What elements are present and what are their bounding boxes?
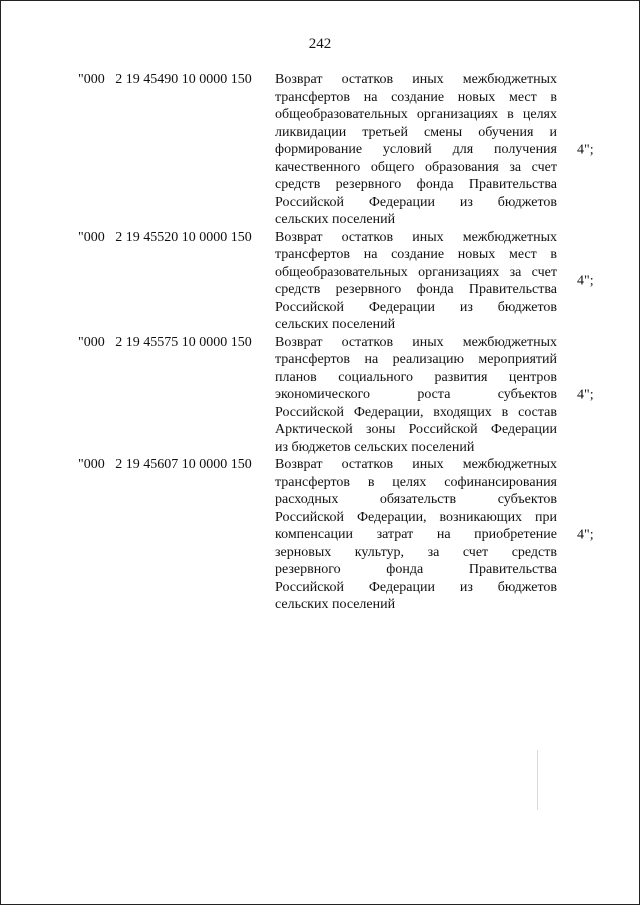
description-line: сельских поселений — [275, 317, 396, 332]
description-line: сельских поселений — [275, 212, 396, 227]
description-line: Возврат остатков иных межбюджетных — [275, 229, 557, 245]
description-line: трансфертов на создание новых мест в — [275, 89, 557, 105]
description-line: Российской Федерации, входящих в состав — [275, 404, 557, 420]
table-row — [0, 456, 640, 614]
table-row — [0, 229, 640, 334]
budget-code: "000 2 19 45520 10 0000 150 — [78, 229, 252, 245]
description-line: Арктической зоны Российской Федерации — [275, 422, 557, 437]
description-line: трансфертов на создание новых мест в — [275, 247, 557, 262]
description-line: Российской Федерации из бюджетов — [275, 299, 557, 315]
description-line: экономического роста субъектов — [275, 387, 557, 402]
row-description — [275, 229, 557, 334]
reference-number: 4"; — [577, 527, 594, 542]
description-line: Возврат остатков иных межбюджетных — [275, 457, 557, 472]
reference-number: 4"; — [577, 387, 594, 402]
description-line: Российской Федерации из бюджетов — [275, 194, 557, 210]
page-number: 242 — [308, 36, 332, 52]
description-line: средств резервного фонда Правительства — [275, 177, 557, 192]
row-description — [275, 456, 557, 614]
budget-code: "000 2 19 45490 10 0000 150 — [78, 72, 252, 87]
description-line: общеобразовательных организациях за счет — [275, 264, 557, 280]
row-description — [275, 334, 557, 457]
description-line: резервного фонда Правительства — [275, 562, 557, 577]
description-line: зерновых культур, за счет средств — [275, 544, 557, 560]
description-line: Возврат остатков иных межбюджетных — [275, 72, 557, 87]
description-line: общеобразовательных организациях в целях — [275, 107, 557, 122]
budget-code-table — [0, 71, 640, 614]
description-line: трансфертов на реализацию мероприятий — [275, 352, 557, 367]
description-line: трансфертов в целях софинансирования — [275, 474, 557, 490]
description-line: Российской Федерации из бюджетов — [275, 579, 557, 595]
description-line: Возврат остатков иных межбюджетных — [275, 334, 557, 350]
description-line: качественного общего образования за счет — [275, 159, 557, 175]
reference-number: 4"; — [577, 273, 594, 289]
description-line: расходных обязательств субъектов — [275, 492, 557, 507]
description-line: ликвидации третьей смены обучения и — [275, 124, 557, 140]
description-line: из бюджетов сельских поселений — [275, 439, 475, 455]
table-row — [0, 334, 640, 457]
scan-artifact-line — [537, 750, 538, 810]
reference-number: 4"; — [577, 142, 594, 157]
budget-code: "000 2 19 45607 10 0000 150 — [78, 457, 252, 472]
description-line: сельских поселений — [275, 597, 396, 612]
description-line: Российской Федерации, возникающих при — [275, 509, 557, 525]
description-line: средств резервного фонда Правительства — [275, 282, 557, 297]
description-line: компенсации затрат на приобретение — [275, 527, 557, 542]
row-description — [275, 71, 557, 229]
description-line: формирование условий для получения — [275, 142, 557, 157]
budget-code: "000 2 19 45575 10 0000 150 — [78, 334, 252, 350]
table-row — [0, 71, 640, 229]
description-line: планов социального развития центров — [275, 369, 557, 385]
